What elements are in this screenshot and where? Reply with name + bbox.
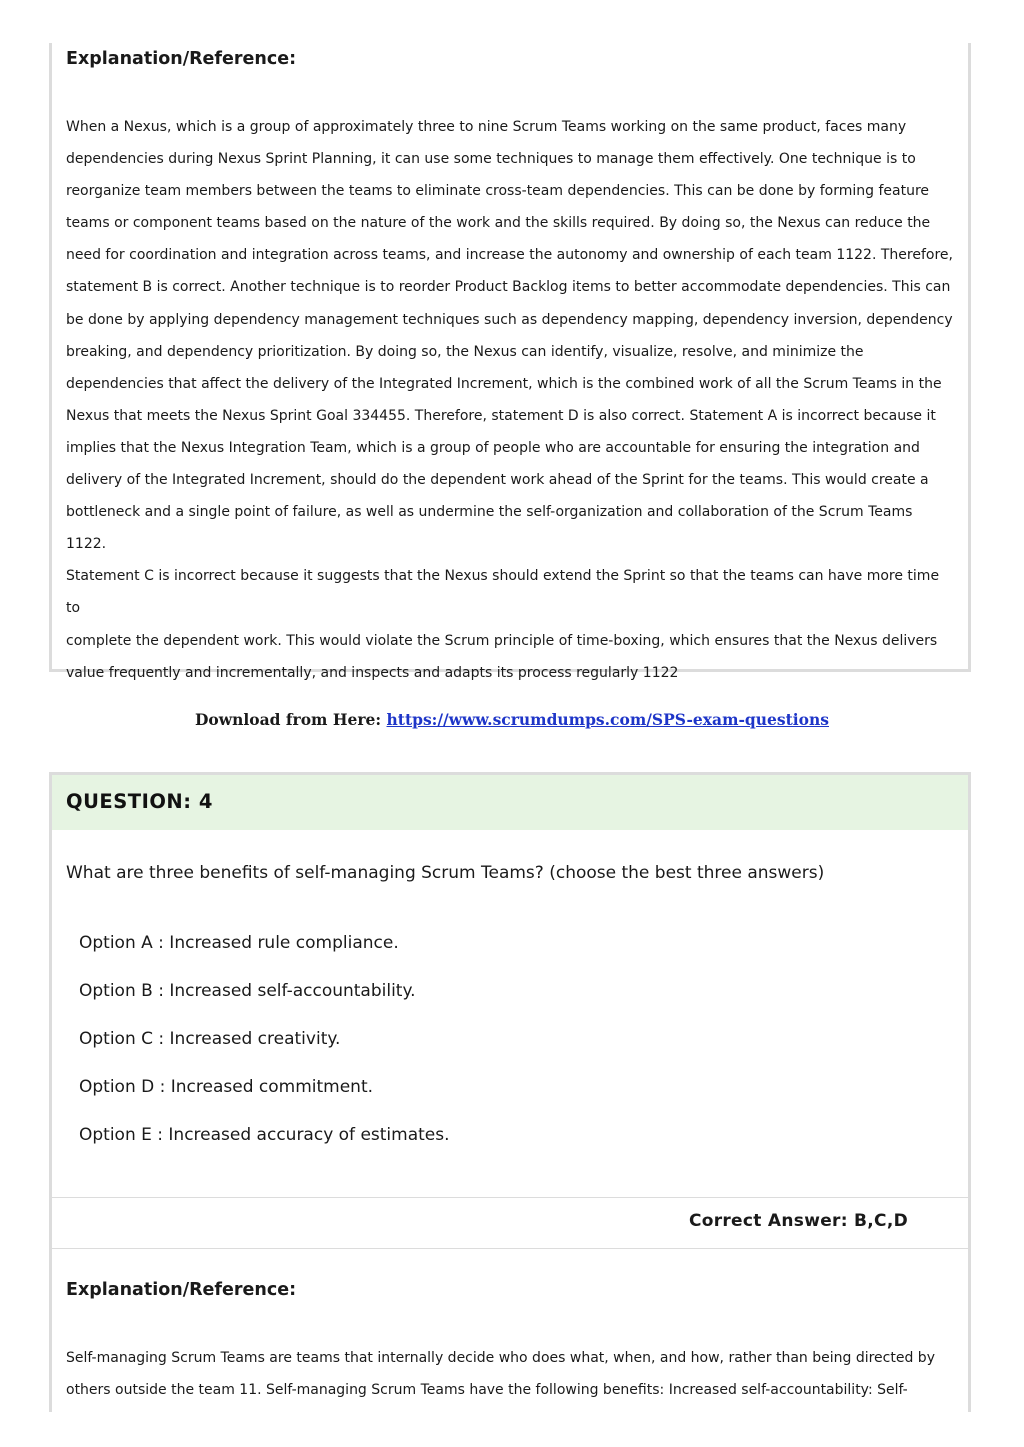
option-b[interactable]: Option B : Increased self-accountability. [79, 981, 416, 1001]
explanation-line: delivery of the Integrated Increment, should do the dependent work ahead of the Sprint for the teams. This would create a [66, 472, 929, 489]
download-link[interactable]: https://www.scrumdumps.com/SPS-exam-questions [386, 710, 829, 729]
explanation-panel-q3 [49, 43, 971, 681]
explanation-line: statement B is correct. Another technique is to reorder Product Backlog items to better accommodate dependencies. This can [66, 279, 951, 296]
option-a[interactable]: Option A : Increased rule compliance. [79, 933, 399, 953]
option-c[interactable]: Option C : Increased creativity. [79, 1029, 341, 1049]
explanation-line: implies that the Nexus Integration Team, which is a group of people who are accountable for ensuring the integration and [66, 439, 920, 456]
explanation-line: teams or component teams based on the nature of the work and the skills required. By doing so, the Nexus can reduce the [66, 215, 931, 232]
explanation-line: Self-managing Scrum Teams are teams that internally decide who does what, when, and how, rather than being directed by [66, 1350, 935, 1366]
explanation-line: Nexus that meets the Nexus Sprint Goal 334455. Therefore, statement D is also correct. Statement A is incorrect because it [66, 407, 936, 424]
explanation-line: need for coordination and integration across teams, and increase the autonomy and ownership of each team 1122. Therefore, [66, 247, 953, 264]
download-label: Download from Here: [194, 710, 382, 729]
explanation-heading: Explanation/Reference: [66, 1280, 297, 1300]
explanation-line: be done by applying dependency management techniques such as dependency mapping, dependency inversion, dependency [66, 311, 953, 328]
question-panel [49, 772, 971, 1412]
explanation-line: dependencies during Nexus Sprint Planning, it can use some techniques to manage them effectively. One technique is to [66, 151, 916, 168]
explanation-line: dependencies that affect the delivery of the Integrated Increment, which is the combined work of all the Scrum Teams in the [66, 375, 942, 392]
download-banner [0, 710, 1024, 729]
correct-answer: Correct Answer: B,C,D [688, 1211, 908, 1231]
explanation-line: others outside the team 11. Self-managing Scrum Teams have the following benefits: Increased self-accountability: Self- [66, 1382, 908, 1399]
explanation-heading: Explanation/Reference: [66, 49, 297, 69]
divider [52, 1248, 968, 1249]
explanation-line: When a Nexus, which is a group of approximately three to nine Scrum Teams working on the same product, faces many [66, 119, 907, 135]
option-d[interactable]: Option D : Increased commitment. [79, 1077, 374, 1097]
answer-row [52, 1198, 968, 1248]
question-title: QUESTION: 4 [66, 790, 213, 813]
explanation-line: complete the dependent work. This would violate the Scrum principle of time-boxing, which ensures that the Nexus delivers [66, 632, 938, 649]
question-text: What are three benefits of self-managing Scrum Teams? (choose the best three answers) [66, 863, 825, 883]
explanation-line: reorganize team members between the teams to eliminate cross-team dependencies. This can be done by forming feature [66, 183, 930, 200]
explanation-body [66, 1342, 956, 1406]
explanation-body [66, 111, 956, 689]
options-list [79, 930, 450, 1170]
explanation-line: Statement C is incorrect because it suggests that the Nexus should extend the Sprint so that the teams can have more time to [66, 568, 940, 617]
question-header [52, 775, 968, 830]
option-e[interactable]: Option E : Increased accuracy of estimates. [79, 1125, 450, 1145]
explanation-line: value frequently and incrementally, and inspects and adapts its process regularly 1122 [66, 664, 679, 681]
explanation-line: breaking, and dependency prioritization. By doing so, the Nexus can identify, visualize, resolve, and minimize the [66, 343, 864, 360]
explanation-line: bottleneck and a single point of failure, as well as undermine the self-organization and collaboration of the Scrum Teams 1122. [66, 504, 913, 553]
